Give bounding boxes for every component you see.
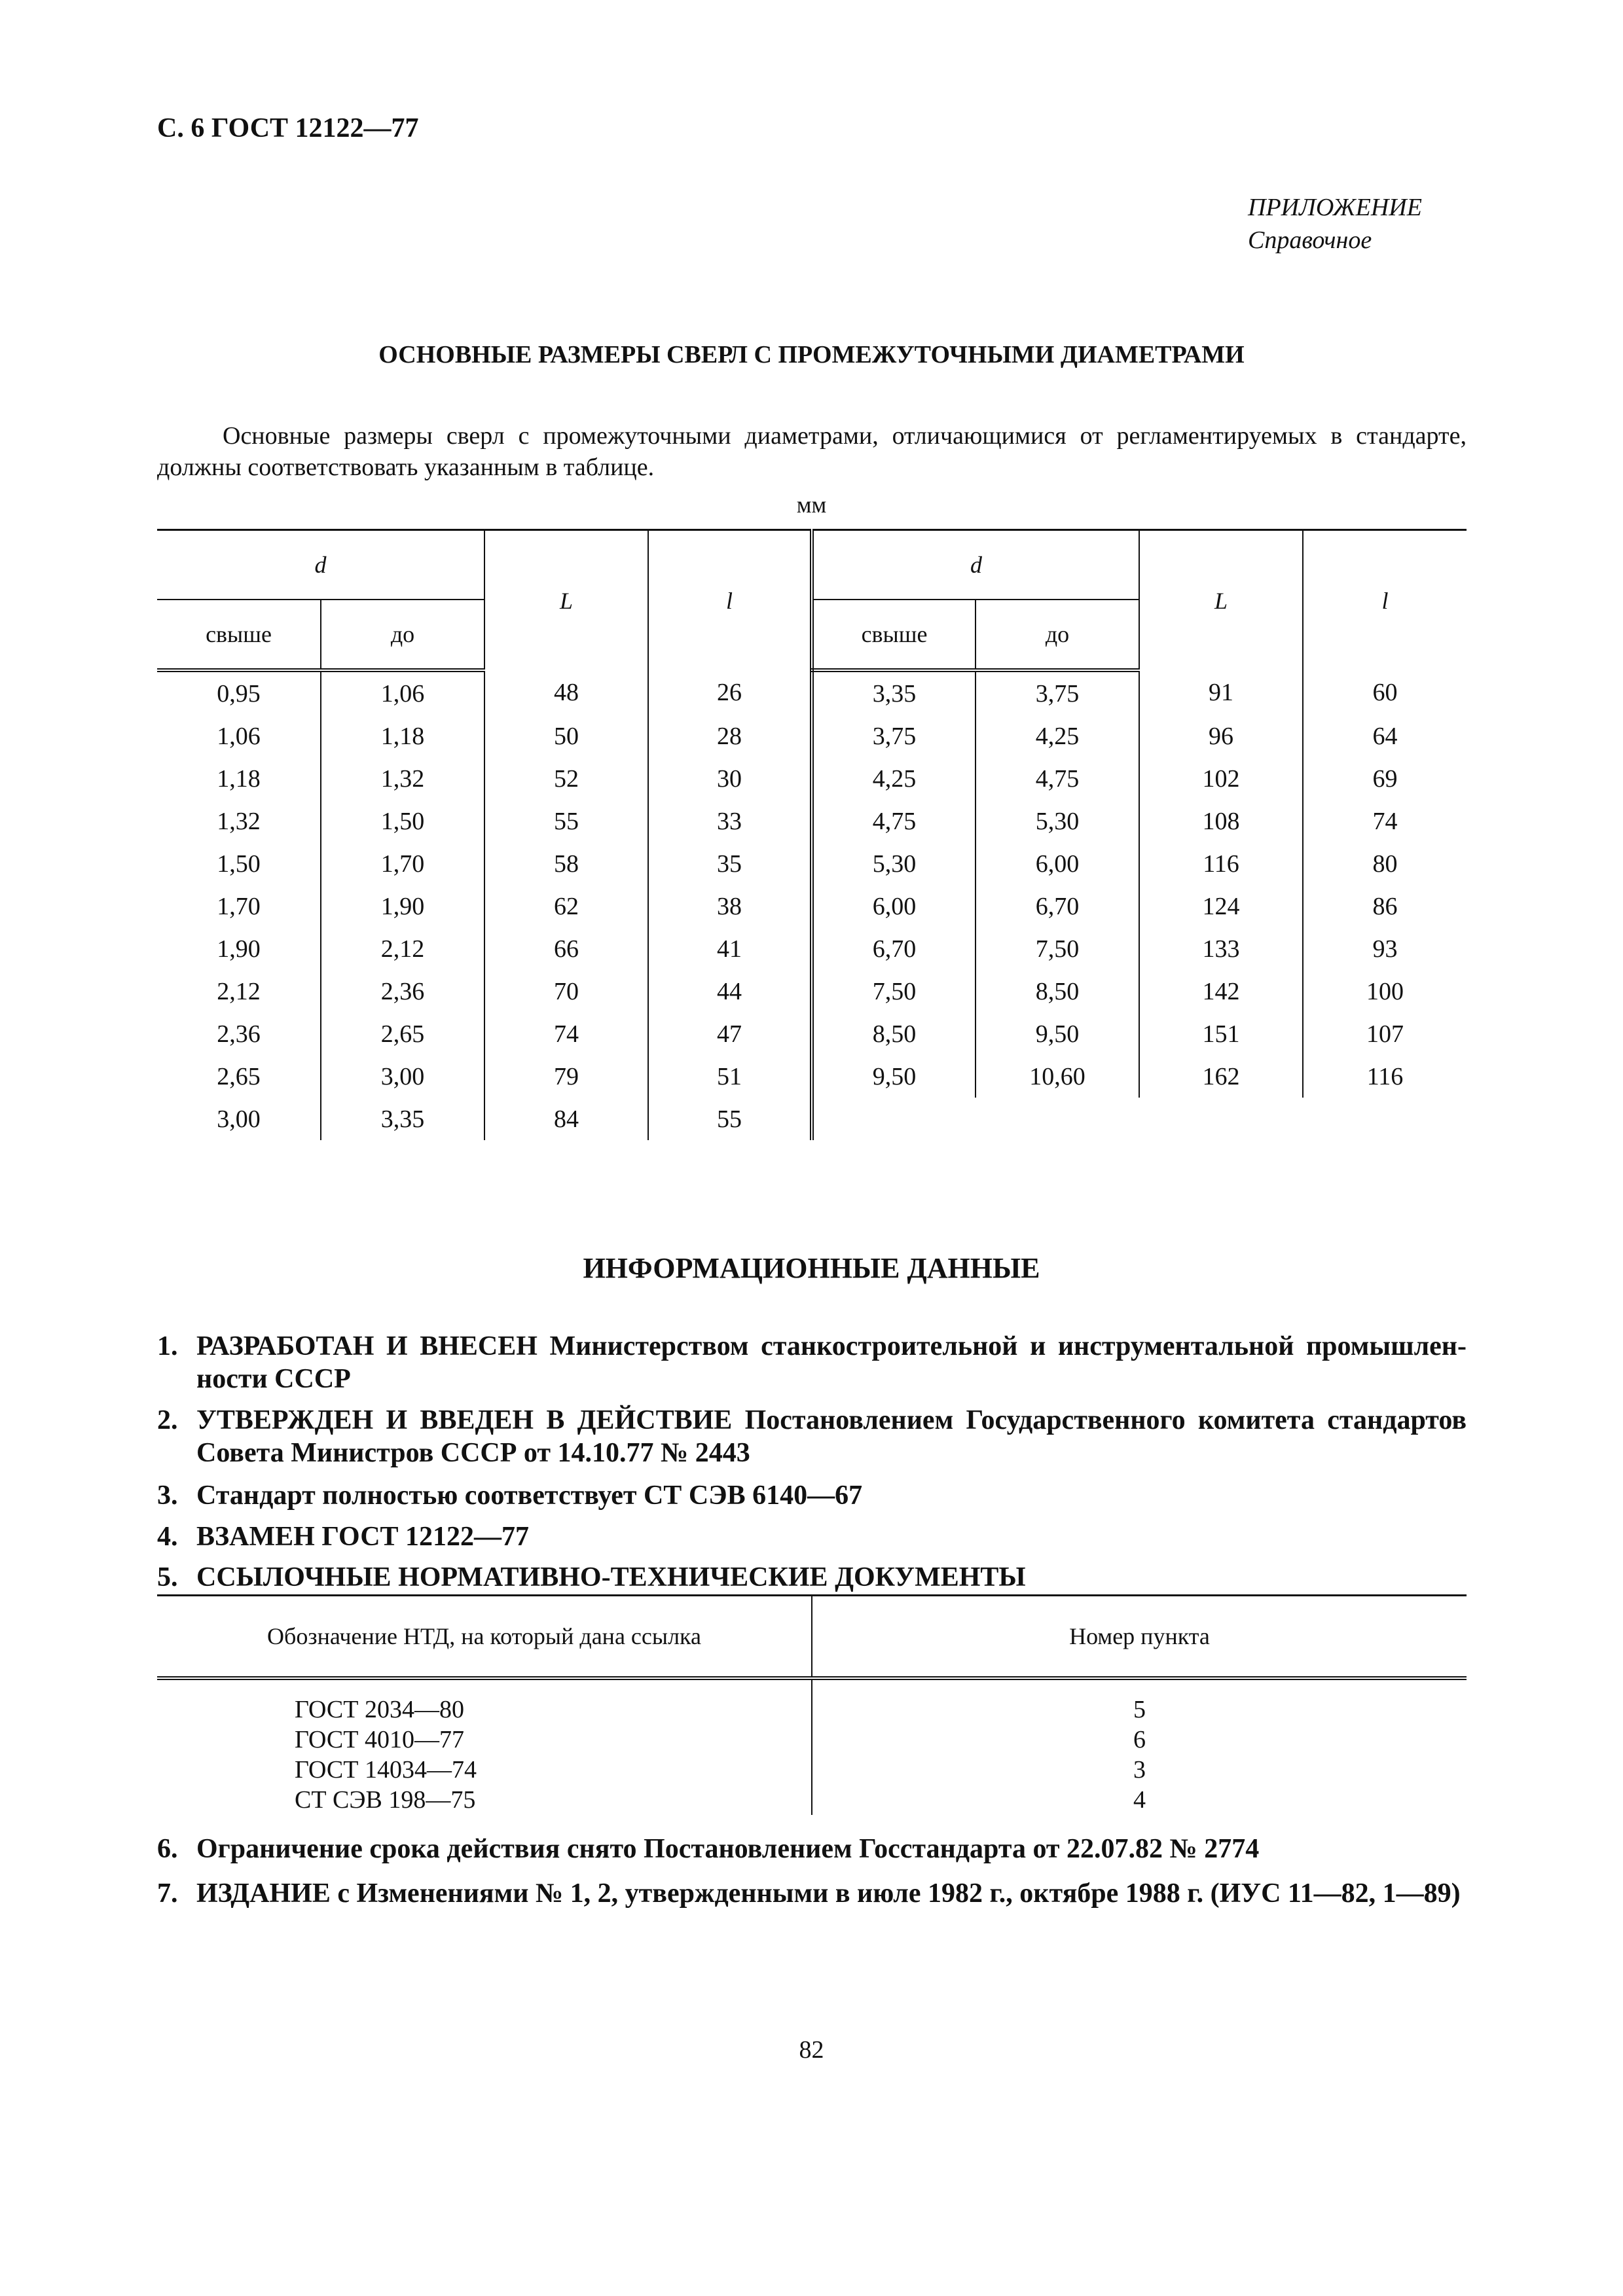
table-cell: 44 <box>648 970 812 1013</box>
table-row <box>157 970 1467 1013</box>
table-cell: 69 <box>1303 757 1467 800</box>
table-cell: 5,30 <box>976 800 1139 842</box>
table-cell: 100 <box>1303 970 1467 1013</box>
table-cell: 10,60 <box>976 1055 1139 1098</box>
info-item-text: ИЗДАНИЕ с Изменениями № 1, 2, утвержденными в июле 1982 г., октябре 1988 г. (ИУС 11—82, 1—89) <box>196 1878 1461 1909</box>
table-cell: 91 <box>1139 670 1303 715</box>
table-row <box>157 1055 1467 1098</box>
table-cell: 2,65 <box>321 1013 484 1055</box>
refs-header-document: Обозначение НТД, на который дана ссылка <box>157 1596 812 1679</box>
info-item-text: Стандарт полностью соответствует СТ СЭВ 6140—67 <box>196 1480 863 1511</box>
table-cell: 28 <box>648 715 812 757</box>
table-cell: 5,30 <box>812 842 976 885</box>
table-row <box>157 927 1467 970</box>
table-cell: 74 <box>484 1013 648 1055</box>
info-item-number: 6. <box>157 1834 178 1864</box>
table-cell: 8,50 <box>976 970 1139 1013</box>
references-table <box>157 1594 1467 1815</box>
refs-clause: 3 <box>1133 1756 1146 1784</box>
table-row <box>157 842 1467 885</box>
header-over-right: свыше <box>812 600 976 670</box>
table-cell: 74 <box>1303 800 1467 842</box>
table-cell: 30 <box>648 757 812 800</box>
page-header: С. 6 ГОСТ 12122—77 <box>157 113 419 143</box>
table-cell: 80 <box>1303 842 1467 885</box>
table-cell: 2,12 <box>321 927 484 970</box>
table-cell: 1,06 <box>321 670 484 715</box>
page-number: 82 <box>799 2036 824 2064</box>
table-cell: 64 <box>1303 715 1467 757</box>
table-cell: 84 <box>484 1098 648 1140</box>
appendix-title: ПРИЛОЖЕНИЕ <box>1248 194 1422 221</box>
table-row <box>157 670 1467 715</box>
table-cell <box>812 1098 976 1140</box>
table-cell: 1,90 <box>217 935 261 963</box>
header-d-left: d <box>157 530 484 600</box>
table-cell: 142 <box>1139 970 1303 1013</box>
table-cell: 79 <box>484 1055 648 1098</box>
table-cell: 2,12 <box>217 977 261 1005</box>
table-cell: 151 <box>1139 1013 1303 1055</box>
table-cell <box>976 1098 1139 1140</box>
table-cell: 2,36 <box>217 1020 261 1048</box>
table-cell: 6,00 <box>976 842 1139 885</box>
info-item-text: РАЗРАБОТАН И ВНЕСЕН Министерством станкостроительной и инструментальной промышлен-ности СССР <box>196 1331 1467 1394</box>
table-cell: 93 <box>1303 927 1467 970</box>
table-cell: 52 <box>484 757 648 800</box>
table-cell: 35 <box>648 842 812 885</box>
table-cell: 96 <box>1139 715 1303 757</box>
table-cell: 6,00 <box>812 885 976 927</box>
table-cell: 162 <box>1139 1055 1303 1098</box>
info-item-number: 7. <box>157 1878 178 1909</box>
table-row <box>157 800 1467 842</box>
table-cell: 48 <box>484 670 648 715</box>
table-cell: 9,50 <box>812 1055 976 1098</box>
info-item-text: ССЫЛОЧНЫЕ НОРМАТИВНО-ТЕХНИЧЕСКИЕ ДОКУМЕНТЫ <box>196 1562 1026 1592</box>
table-cell: 4,25 <box>976 715 1139 757</box>
table-cell: 116 <box>1139 842 1303 885</box>
intro-paragraph: Основные размеры сверл с промежуточными диаметрами, отличающимися от регламентируемых в стандарте, должны соответствовать указанным в таблице. <box>157 422 1467 481</box>
table-cell: 1,70 <box>321 842 484 885</box>
dims-table-body <box>157 670 1467 1140</box>
info-item-number: 4. <box>157 1522 178 1552</box>
header-over-left: свыше <box>157 600 321 670</box>
table-cell: 7,50 <box>976 927 1139 970</box>
table-cell: 50 <box>484 715 648 757</box>
info-item-number: 3. <box>157 1480 178 1511</box>
header-l-left: l <box>648 530 812 671</box>
table-cell: 1,18 <box>217 764 261 793</box>
table-cell: 3,35 <box>321 1098 484 1140</box>
refs-clause: 6 <box>1133 1726 1146 1753</box>
table-row <box>157 885 1467 927</box>
table-cell: 2,65 <box>217 1062 261 1090</box>
table-cell: 1,70 <box>217 892 261 920</box>
table-cell: 8,50 <box>812 1013 976 1055</box>
table-row <box>157 1013 1467 1055</box>
table-cell: 51 <box>648 1055 812 1098</box>
table-cell: 3,35 <box>812 670 976 715</box>
table-cell: 55 <box>648 1098 812 1140</box>
appendix-type: Справочное <box>1248 226 1372 254</box>
table-row <box>157 1098 1467 1140</box>
table-cell: 4,25 <box>812 757 976 800</box>
refs-document: СТ СЭВ 198—75 <box>295 1786 476 1814</box>
header-to-right: до <box>976 600 1139 670</box>
info-title: ИНФОРМАЦИОННЫЕ ДАННЫЕ <box>583 1252 1040 1284</box>
info-item-number: 1. <box>157 1331 178 1361</box>
table-cell: 55 <box>484 800 648 842</box>
table-cell: 116 <box>1303 1055 1467 1098</box>
table-cell: 4,75 <box>812 800 976 842</box>
table-cell: 60 <box>1303 670 1467 715</box>
info-item-number: 5. <box>157 1562 178 1592</box>
table-cell: 70 <box>484 970 648 1013</box>
table-cell: 1,32 <box>321 757 484 800</box>
info-item-number: 2. <box>157 1405 178 1435</box>
table-cell: 66 <box>484 927 648 970</box>
table-cell: 62 <box>484 885 648 927</box>
table-cell: 6,70 <box>812 927 976 970</box>
info-item-text: УТВЕРЖДЕН И ВВЕДЕН В ДЕЙСТВИЕ Постановлением Государственного комитета стандартов Совета Министров СССР от 14.10.77 № 2443 <box>196 1405 1467 1468</box>
unit-label: мм <box>796 492 827 518</box>
table-cell: 0,95 <box>217 679 261 708</box>
table-cell: 3,00 <box>217 1105 261 1133</box>
table-cell: 38 <box>648 885 812 927</box>
table-cell: 47 <box>648 1013 812 1055</box>
table-cell <box>1303 1098 1467 1140</box>
table-cell: 3,75 <box>812 715 976 757</box>
table-cell: 4,75 <box>976 757 1139 800</box>
table-cell: 1,50 <box>217 850 261 878</box>
table-cell: 3,75 <box>976 670 1139 715</box>
table-cell: 108 <box>1139 800 1303 842</box>
table-row <box>157 715 1467 757</box>
section-title: ОСНОВНЫЕ РАЗМЕРЫ СВЕРЛ С ПРОМЕЖУТОЧНЫМИ ДИАМЕТРАМИ <box>378 341 1245 368</box>
table-cell: 2,36 <box>321 970 484 1013</box>
header-l-right: l <box>1303 530 1467 671</box>
table-cell: 9,50 <box>976 1013 1139 1055</box>
header-to-left: до <box>321 600 484 670</box>
table-cell: 41 <box>648 927 812 970</box>
table-cell: 1,18 <box>321 715 484 757</box>
table-cell: 33 <box>648 800 812 842</box>
table-cell: 86 <box>1303 885 1467 927</box>
refs-clause: 4 <box>1133 1786 1146 1814</box>
table-cell: 3,00 <box>321 1055 484 1098</box>
table-cell: 6,70 <box>976 885 1139 927</box>
refs-document: ГОСТ 4010—77 <box>295 1726 464 1753</box>
refs-document: ГОСТ 2034—80 <box>295 1696 464 1723</box>
info-item-text: Ограничение срока действия снято Постановлением Госстандарта от 22.07.82 № 2774 <box>196 1834 1260 1864</box>
table-cell <box>1139 1098 1303 1140</box>
table-cell: 102 <box>1139 757 1303 800</box>
refs-clause: 5 <box>1133 1696 1146 1723</box>
table-cell: 1,32 <box>217 807 261 835</box>
table-cell: 26 <box>648 670 812 715</box>
refs-header-clause: Номер пункта <box>812 1596 1467 1679</box>
table-cell: 1,50 <box>321 800 484 842</box>
table-cell: 124 <box>1139 885 1303 927</box>
refs-document-list <box>157 1678 812 1815</box>
table-cell: 133 <box>1139 927 1303 970</box>
appendix-label <box>1248 191 1422 257</box>
table-cell: 1,06 <box>217 722 261 750</box>
info-item-text: ВЗАМЕН ГОСТ 12122—77 <box>196 1522 530 1552</box>
table-cell: 58 <box>484 842 648 885</box>
table-cell: 7,50 <box>812 970 976 1013</box>
header-d-right: d <box>812 530 1139 600</box>
info-item-1 <box>157 1330 1467 1395</box>
header-L-left: L <box>484 530 648 671</box>
header-L-right: L <box>1139 530 1303 671</box>
drill-dimensions-table <box>157 529 1467 1140</box>
refs-document: ГОСТ 14034—74 <box>295 1756 477 1784</box>
refs-clause-list <box>812 1678 1467 1815</box>
table-cell: 1,90 <box>321 885 484 927</box>
table-cell: 107 <box>1303 1013 1467 1055</box>
table-row <box>157 757 1467 800</box>
